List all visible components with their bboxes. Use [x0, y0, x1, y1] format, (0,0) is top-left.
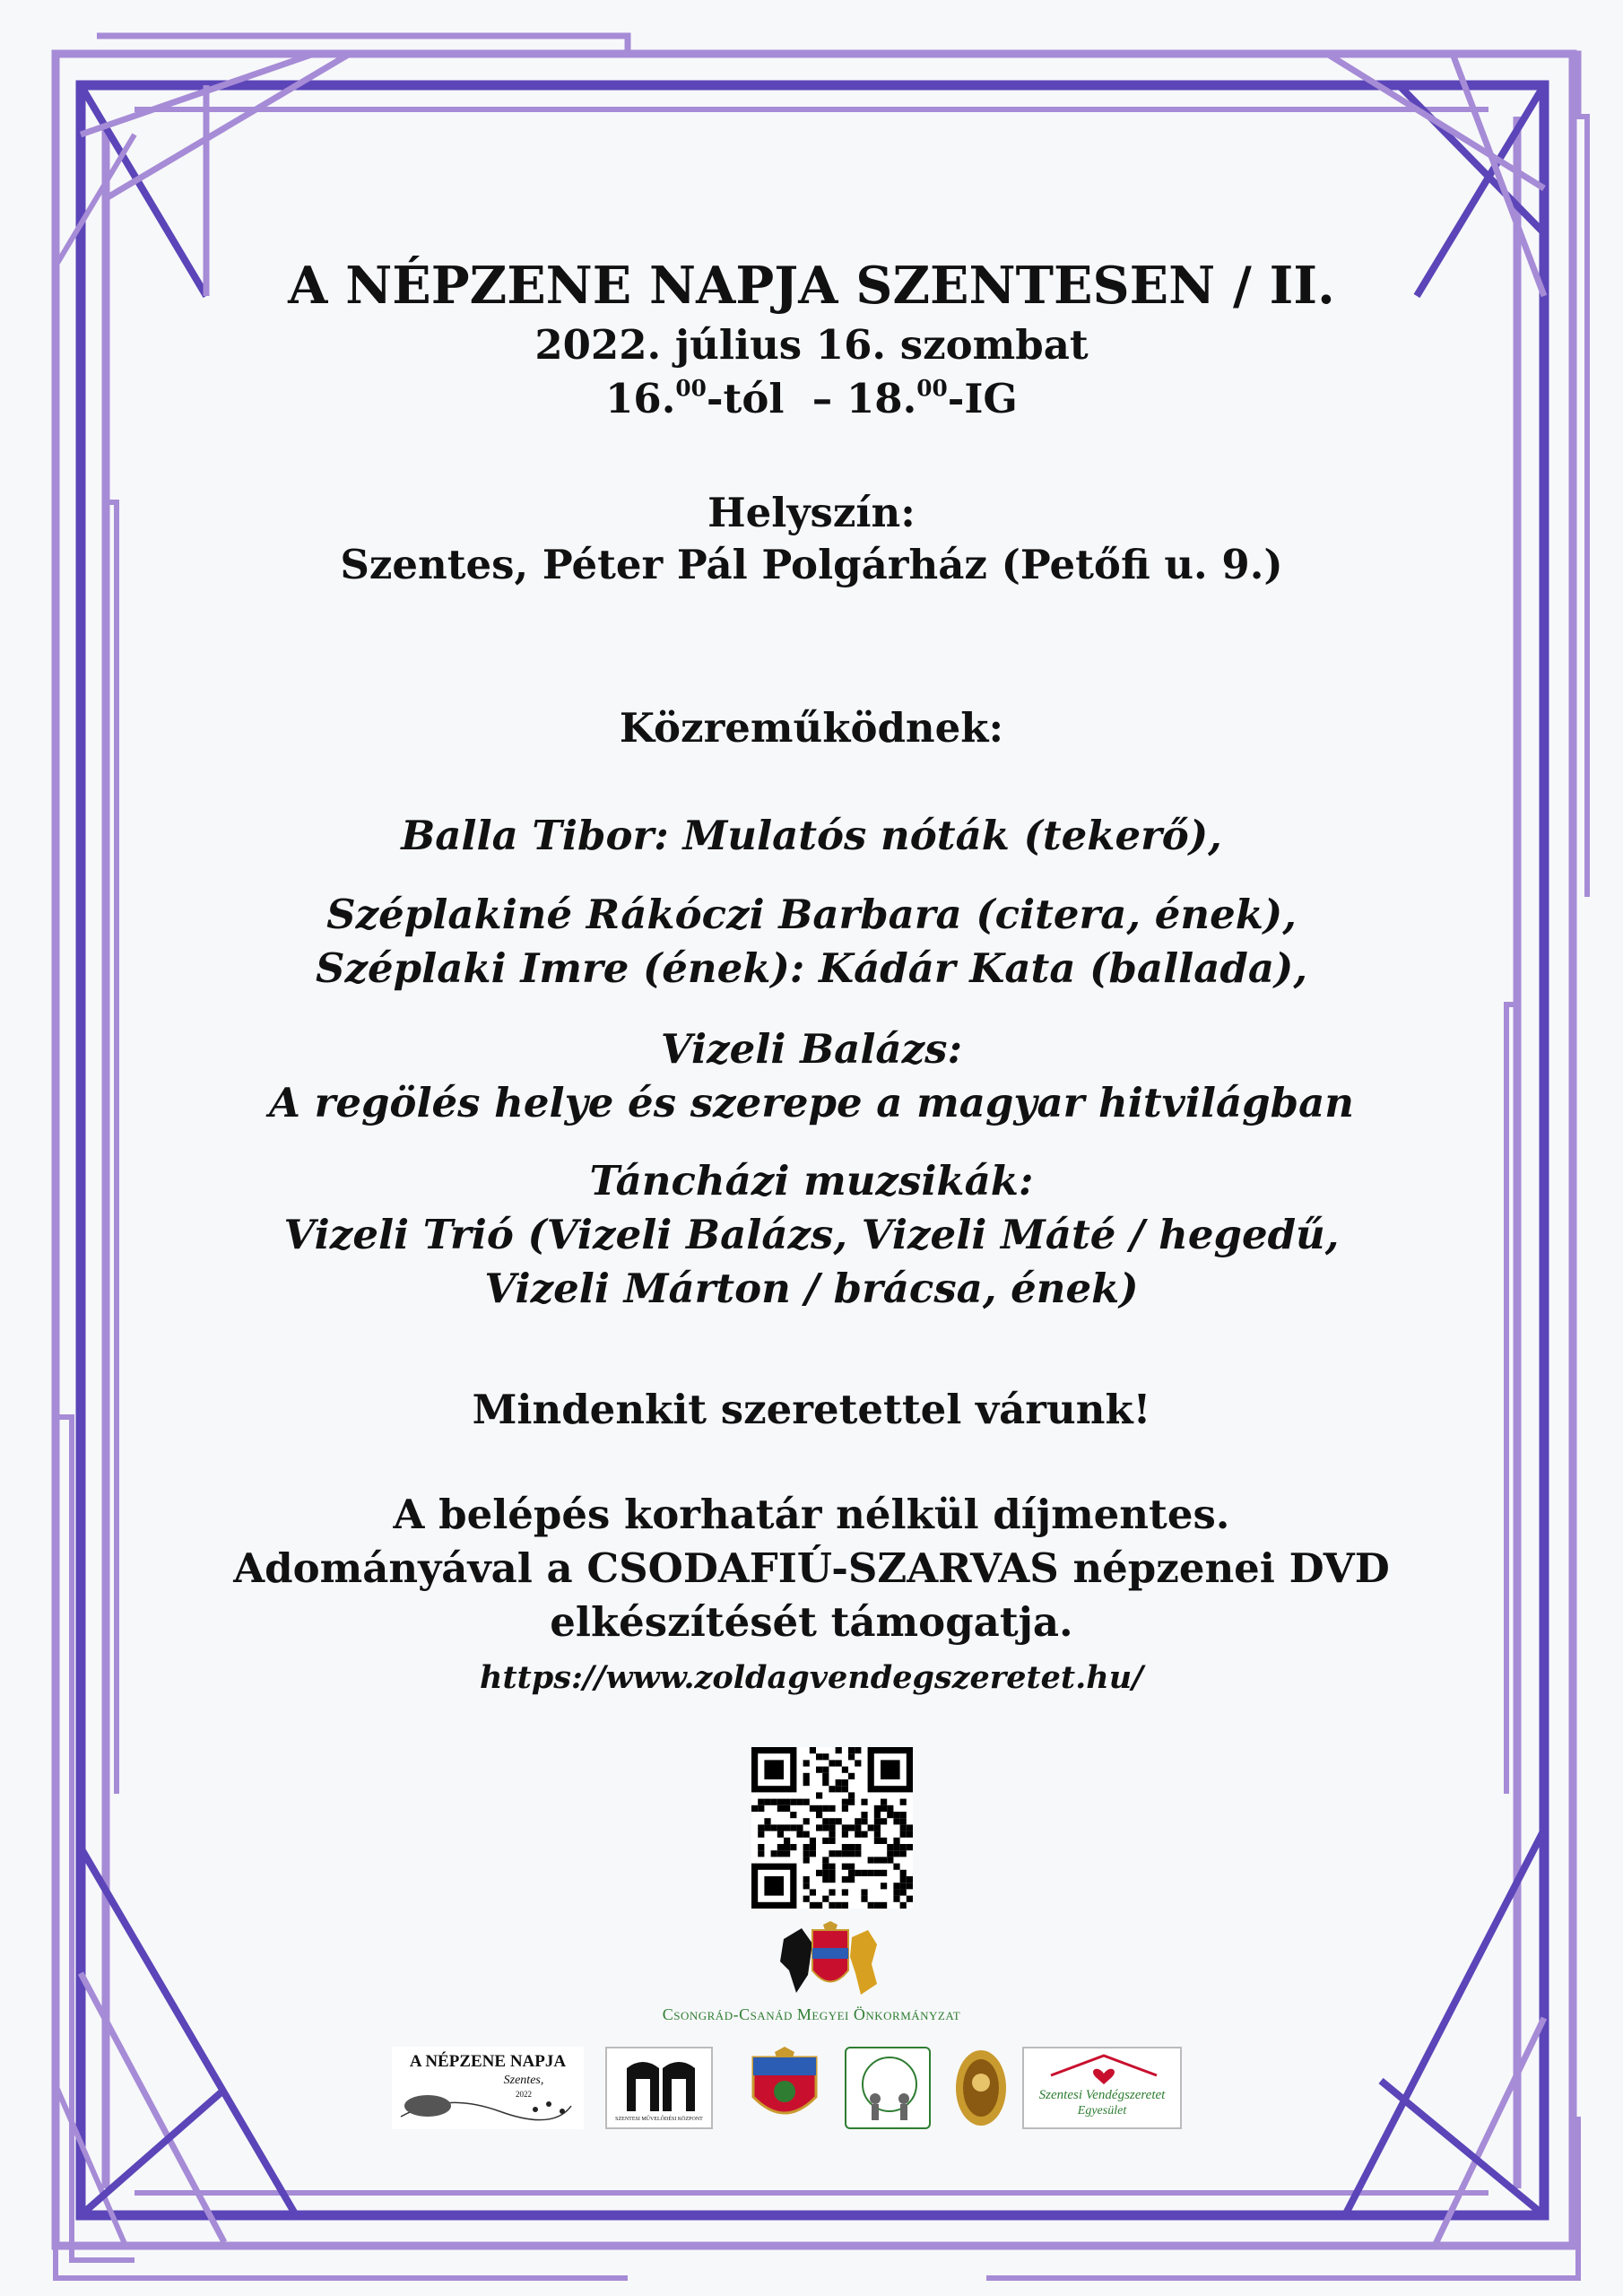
location-label: Helyszín:	[707, 489, 916, 536]
szentesi-vendegszeretet-egyesulet-logo: Szentesi Vendégszeretet Egyesület	[1022, 2047, 1182, 2129]
location-address: Szentes, Péter Pál Polgárház (Petőfi u. 9.)	[340, 541, 1283, 588]
entry-line: elkészítését támogatja.	[550, 1598, 1073, 1646]
performers-label: Közreműködnek:	[619, 704, 1004, 752]
gold-medallion-icon	[952, 2047, 1010, 2129]
performer-line: Vizeli Balázs:	[660, 1025, 963, 1073]
szentes-coat-of-arms-icon	[744, 2047, 825, 2129]
welcome-text: Mindenkit szeretettel várunk!	[472, 1386, 1151, 1433]
performer-line: Vizeli Trió (Vizeli Balázs, Vizeli Máté / hegedű,	[283, 1211, 1340, 1258]
performer-line: Vizeli Márton / brácsa, ének)	[484, 1265, 1139, 1312]
county-sponsor-name: Csongrád-Csanád Megyei Önkormányzat	[662, 2005, 961, 2023]
qr-code[interactable]	[751, 1747, 913, 1909]
performer-line: Széplakiné Rákóczi Barbara (citera, ének),	[326, 891, 1297, 938]
event-date: 2022. július 16. szombat	[534, 321, 1089, 369]
performer-line: Széplaki Imre (ének): Kádár Kata (ballada),	[315, 944, 1307, 992]
muvelodesi-kozpont-logo: SZENTESI MŰVELŐDÉSI KÖZPONT	[605, 2047, 713, 2129]
performer-line: Táncházi muzsikák:	[589, 1157, 1034, 1205]
performer-line: Balla Tibor: Mulatós nóták (tekerő),	[401, 812, 1222, 859]
website-link[interactable]: https://www.zoldagvendegszeretet.hu/	[480, 1659, 1143, 1696]
entry-line: Adományával a CSODAFIÚ-SZARVAS népzenei DVD	[233, 1544, 1390, 1592]
zoldag-vendegszeretet-logo	[845, 2047, 931, 2129]
performer-line: A regölés helye és szerepe a magyar hitvilágban	[269, 1079, 1354, 1126]
county-coat-of-arms-icon	[777, 1921, 884, 2002]
entry-line: A belépés korhatár nélkül díjmentes.	[393, 1491, 1230, 1538]
event-title: A NÉPZENE NAPJA SZENTESEN / II.	[288, 256, 1335, 316]
event-time: 16.00-tól – 18.00-IG	[605, 375, 1018, 422]
nepzene-napja-logo: A NÉPZENE NAPJA Szentes, 2022	[392, 2047, 584, 2129]
